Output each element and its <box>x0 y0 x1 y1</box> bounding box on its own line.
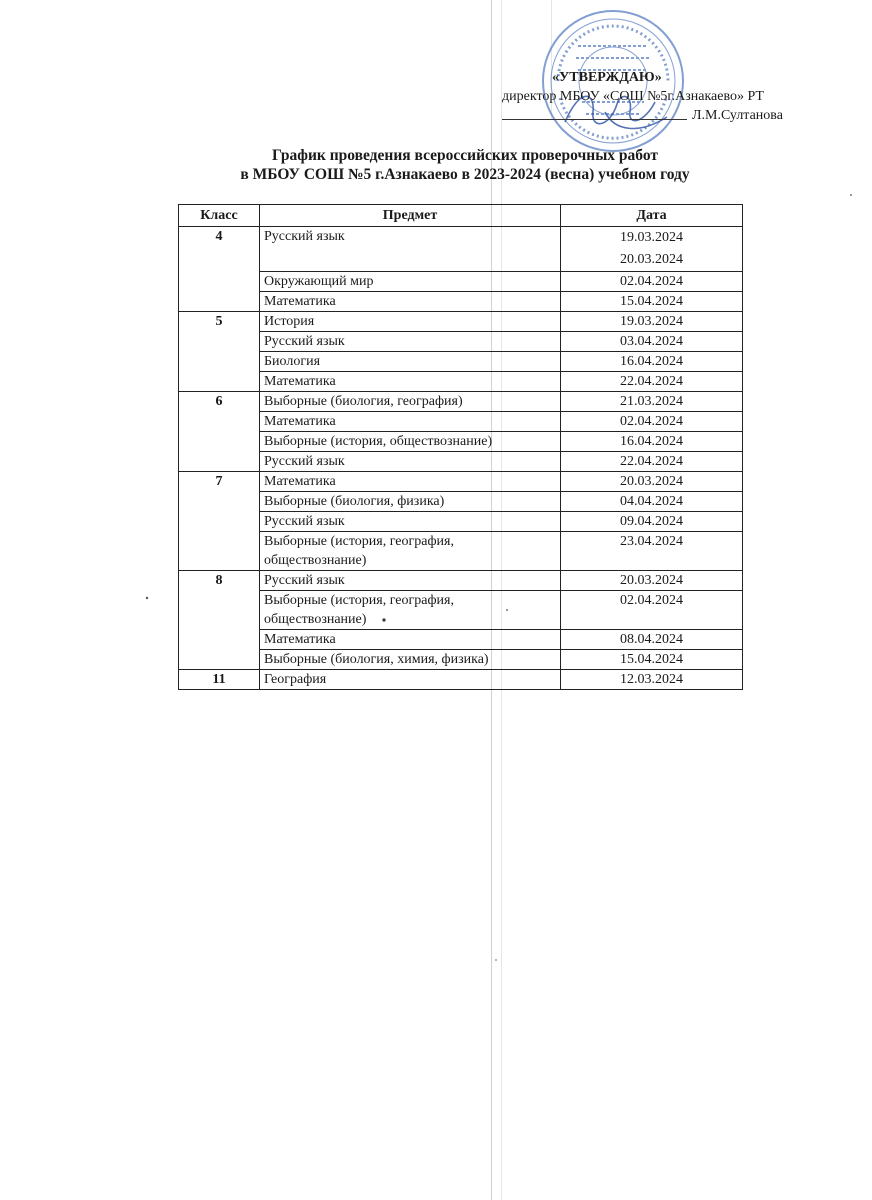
subject-cell: Математика <box>260 472 561 492</box>
date-cell: 20.03.2024 <box>561 472 743 492</box>
date-cell: 16.04.2024 <box>561 432 743 452</box>
subject-cell <box>260 227 561 272</box>
subject-cell: Русский язык <box>260 452 561 472</box>
date-cell: 02.04.2024 <box>561 272 743 292</box>
subject-cell: Математика <box>260 412 561 432</box>
subject-text: Русский язык <box>264 229 345 244</box>
date-cell: 08.04.2024 <box>561 630 743 650</box>
table-row <box>179 412 743 432</box>
date-cell: 02.04.2024 <box>561 412 743 432</box>
subject-cell: Выборные (история, география, обществознание) <box>260 532 561 571</box>
table-row <box>179 292 743 312</box>
signature-line <box>502 119 687 120</box>
table-row <box>179 272 743 292</box>
date-cell: 09.04.2024 <box>561 512 743 532</box>
subject-cell: Выборные (история, обществознание) <box>260 432 561 452</box>
subject-cell: Математика <box>260 292 561 312</box>
class-cell: 8 <box>179 571 260 670</box>
document-title <box>0 146 872 184</box>
date-cell: 22.04.2024 <box>561 452 743 472</box>
date-cell: 21.03.2024 <box>561 392 743 412</box>
date-cell: 22.04.2024 <box>561 372 743 392</box>
class-cell: 7 <box>179 472 260 571</box>
title-line-2: в МБОУ СОШ №5 г.Азнакаево в 2023-2024 (весна) учебном году <box>240 166 690 183</box>
class-cell: 11 <box>179 670 260 690</box>
table-row <box>179 591 743 630</box>
date-cell: 20.03.2024 <box>561 571 743 591</box>
date-cell: 15.04.2024 <box>561 650 743 670</box>
table-row <box>179 372 743 392</box>
date-cell: 19.03.2024 <box>561 312 743 332</box>
subject-cell: Русский язык <box>260 512 561 532</box>
class-cell: 5 <box>179 312 260 392</box>
subject-cell: Русский язык <box>260 332 561 352</box>
date-cell: 03.04.2024 <box>561 332 743 352</box>
header-subject: Предмет <box>260 205 561 227</box>
approval-title: «УТВЕРЖДАЮ» <box>552 70 662 85</box>
subject-cell: История <box>260 312 561 332</box>
table-row <box>179 452 743 472</box>
approval-director: директор МБОУ «СОШ №5г.Азнакаево» РТ <box>502 89 764 104</box>
subject-cell: Выборные (история, география, обществознание) <box>260 591 561 630</box>
title-line-1: График проведения всероссийских проверочных работ <box>272 147 658 164</box>
table-row <box>179 630 743 650</box>
table-row <box>179 227 743 272</box>
table-row <box>179 472 743 492</box>
date-text: 19.03.2024 <box>620 230 683 245</box>
table-row <box>179 670 743 690</box>
subject-cell: Выборные (биология, география) <box>260 392 561 412</box>
table-row <box>179 650 743 670</box>
table-row <box>179 492 743 512</box>
subject-cell: Русский язык <box>260 571 561 591</box>
class-cell: 4 <box>179 227 260 312</box>
subject-cell: Выборные (биология, физика) <box>260 492 561 512</box>
table-row <box>179 532 743 571</box>
subject-cell: Биология <box>260 352 561 372</box>
date-cell: 02.04.2024 <box>561 591 743 630</box>
table-row <box>179 332 743 352</box>
date-cell: 04.04.2024 <box>561 492 743 512</box>
date-cell: 15.04.2024 <box>561 292 743 312</box>
table-row <box>179 392 743 412</box>
schedule-table <box>178 204 743 690</box>
table-header-row <box>179 205 743 227</box>
subject-cell: Окружающий мир <box>260 272 561 292</box>
date-cell: 12.03.2024 <box>561 670 743 690</box>
date-cell: 16.04.2024 <box>561 352 743 372</box>
subject-cell: География <box>260 670 561 690</box>
subject-cell: Математика <box>260 630 561 650</box>
header-class: Класс <box>179 205 260 227</box>
table-row <box>179 432 743 452</box>
table-row <box>179 312 743 332</box>
class-cell: 6 <box>179 392 260 472</box>
approval-name: Л.М.Султанова <box>692 108 783 123</box>
table-row <box>179 512 743 532</box>
table-row <box>179 352 743 372</box>
date-cell <box>561 227 743 272</box>
date-cell: 23.04.2024 <box>561 532 743 571</box>
header-date: Дата <box>561 205 743 227</box>
subject-cell: Математика <box>260 372 561 392</box>
date-text: 20.03.2024 <box>620 252 683 267</box>
subject-cell: Выборные (биология, химия, физика) <box>260 650 561 670</box>
table-row <box>179 571 743 591</box>
